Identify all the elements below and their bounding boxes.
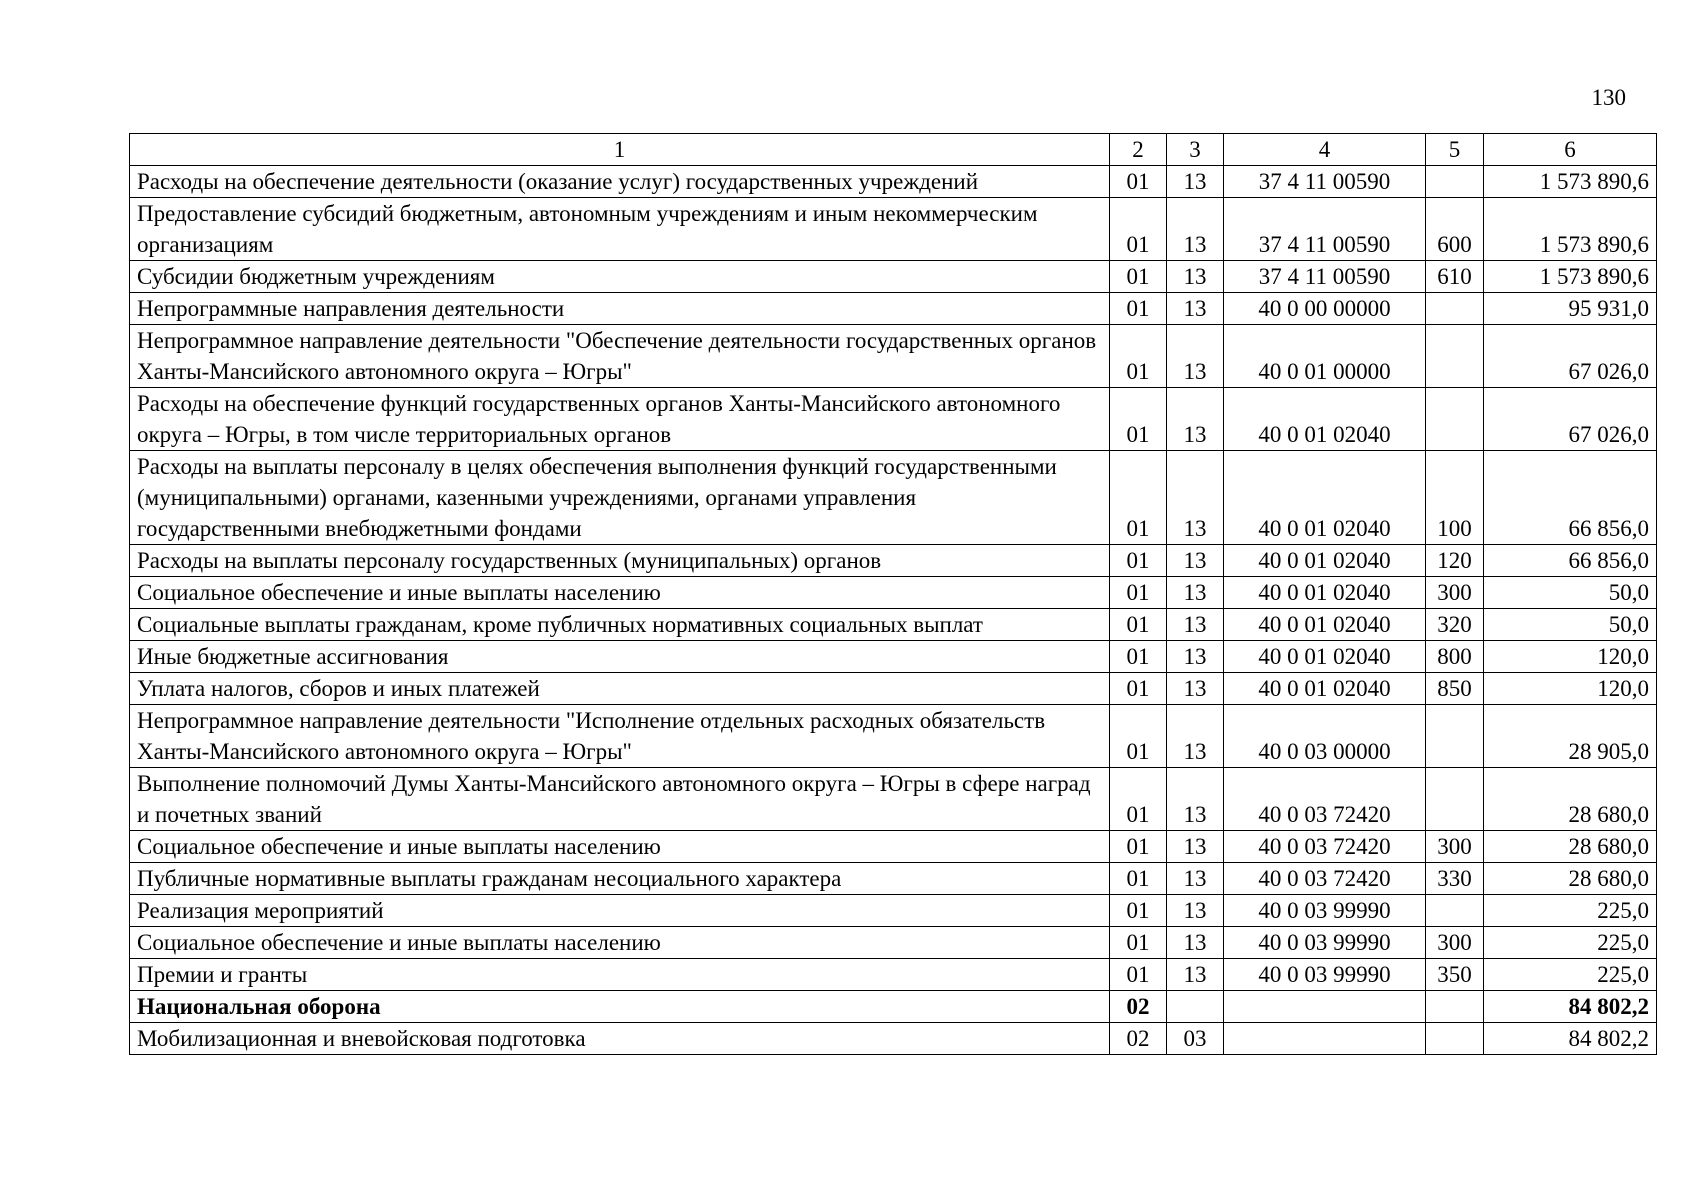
section-cell: 01	[1110, 895, 1167, 927]
section-cell: 01	[1110, 609, 1167, 641]
table-body	[130, 166, 1657, 1055]
header-col-3: 3	[1167, 134, 1224, 166]
amount-cell: 28 905,0	[1484, 705, 1657, 768]
target-article-cell: 40 0 01 02040	[1224, 577, 1426, 609]
subsection-cell: 13	[1167, 673, 1224, 705]
row-name-cell: Уплата налогов, сборов и иных платежей	[130, 673, 1110, 705]
expense-type-cell: 300	[1426, 831, 1484, 863]
expense-type-cell: 600	[1426, 198, 1484, 261]
table-row	[130, 325, 1657, 388]
table-row	[130, 831, 1657, 863]
section-cell: 01	[1110, 451, 1167, 545]
target-article-cell: 37 4 11 00590	[1224, 198, 1426, 261]
section-cell: 01	[1110, 166, 1167, 198]
header-col-2: 2	[1110, 134, 1167, 166]
header-col-4: 4	[1224, 134, 1426, 166]
target-article-cell: 40 0 03 00000	[1224, 705, 1426, 768]
section-cell: 01	[1110, 325, 1167, 388]
subsection-cell: 13	[1167, 293, 1224, 325]
target-article-cell: 40 0 03 72420	[1224, 768, 1426, 831]
expense-type-cell	[1426, 705, 1484, 768]
expense-type-cell: 850	[1426, 673, 1484, 705]
row-name-cell: Мобилизационная и вневойсковая подготовка	[130, 1023, 1110, 1055]
section-cell: 02	[1110, 991, 1167, 1023]
target-article-cell: 40 0 01 02040	[1224, 388, 1426, 451]
section-cell: 01	[1110, 705, 1167, 768]
amount-cell: 225,0	[1484, 927, 1657, 959]
subsection-cell: 13	[1167, 705, 1224, 768]
table-row	[130, 673, 1657, 705]
amount-cell: 50,0	[1484, 577, 1657, 609]
target-article-cell: 37 4 11 00590	[1224, 261, 1426, 293]
table-row	[130, 927, 1657, 959]
section-cell: 01	[1110, 959, 1167, 991]
target-article-cell: 40 0 01 02040	[1224, 609, 1426, 641]
section-cell: 01	[1110, 641, 1167, 673]
expense-type-cell: 610	[1426, 261, 1484, 293]
target-article-cell: 40 0 03 99990	[1224, 959, 1426, 991]
table-row	[130, 388, 1657, 451]
amount-cell: 50,0	[1484, 609, 1657, 641]
budget-table	[129, 133, 1657, 1055]
table-row	[130, 895, 1657, 927]
expense-type-cell	[1426, 388, 1484, 451]
section-cell: 01	[1110, 388, 1167, 451]
header-col-5: 5	[1426, 134, 1484, 166]
subsection-cell: 13	[1167, 388, 1224, 451]
table-row	[130, 577, 1657, 609]
row-name-cell: Иные бюджетные ассигнования	[130, 641, 1110, 673]
header-col-1: 1	[130, 134, 1110, 166]
expense-type-cell	[1426, 325, 1484, 388]
subsection-cell: 13	[1167, 166, 1224, 198]
subsection-cell	[1167, 991, 1224, 1023]
section-cell: 01	[1110, 927, 1167, 959]
row-name-cell: Премии и гранты	[130, 959, 1110, 991]
row-name-cell: Реализация мероприятий	[130, 895, 1110, 927]
section-cell: 01	[1110, 768, 1167, 831]
row-name-cell: Социальное обеспечение и иные выплаты населению	[130, 577, 1110, 609]
target-article-cell: 40 0 00 00000	[1224, 293, 1426, 325]
table-row	[130, 609, 1657, 641]
target-article-cell: 37 4 11 00590	[1224, 166, 1426, 198]
subsection-cell: 13	[1167, 198, 1224, 261]
row-name-cell: Расходы на выплаты персоналу в целях обеспечения выполнения функций государственными (муниципальными) органами, казенными учреждениями, органами управления государственными внебюджетными фондами	[130, 451, 1110, 545]
row-name-cell: Непрограммное направление деятельности "Обеспечение деятельности государственных органов Ханты-Мансийского автономного округа – Югры"	[130, 325, 1110, 388]
subsection-cell: 13	[1167, 927, 1224, 959]
expense-type-cell	[1426, 991, 1484, 1023]
expense-type-cell: 800	[1426, 641, 1484, 673]
expense-type-cell: 320	[1426, 609, 1484, 641]
amount-cell: 28 680,0	[1484, 831, 1657, 863]
amount-cell: 225,0	[1484, 959, 1657, 991]
table-header-row	[130, 134, 1657, 166]
expense-type-cell: 330	[1426, 863, 1484, 895]
target-article-cell	[1224, 1023, 1426, 1055]
subsection-cell: 13	[1167, 261, 1224, 293]
table-row	[130, 705, 1657, 768]
page-number: 130	[1591, 85, 1626, 110]
table-row	[130, 545, 1657, 577]
section-cell: 01	[1110, 863, 1167, 895]
amount-cell: 67 026,0	[1484, 388, 1657, 451]
subsection-cell: 13	[1167, 641, 1224, 673]
expense-type-cell: 300	[1426, 927, 1484, 959]
target-article-cell: 40 0 01 02040	[1224, 451, 1426, 545]
amount-cell: 120,0	[1484, 673, 1657, 705]
amount-cell: 1 573 890,6	[1484, 261, 1657, 293]
subsection-cell: 13	[1167, 545, 1224, 577]
target-article-cell: 40 0 01 02040	[1224, 641, 1426, 673]
subsection-cell: 13	[1167, 577, 1224, 609]
subsection-cell: 03	[1167, 1023, 1224, 1055]
table-row	[130, 198, 1657, 261]
expense-type-cell	[1426, 895, 1484, 927]
amount-cell: 95 931,0	[1484, 293, 1657, 325]
target-article-cell: 40 0 01 02040	[1224, 673, 1426, 705]
amount-cell: 1 573 890,6	[1484, 198, 1657, 261]
section-cell: 01	[1110, 577, 1167, 609]
row-name-cell: Субсидии бюджетным учреждениям	[130, 261, 1110, 293]
amount-cell: 28 680,0	[1484, 863, 1657, 895]
amount-cell: 67 026,0	[1484, 325, 1657, 388]
target-article-cell: 40 0 03 72420	[1224, 831, 1426, 863]
section-cell: 01	[1110, 673, 1167, 705]
table-row	[130, 451, 1657, 545]
section-cell: 01	[1110, 831, 1167, 863]
target-article-cell: 40 0 01 02040	[1224, 545, 1426, 577]
header-col-6: 6	[1484, 134, 1657, 166]
amount-cell: 28 680,0	[1484, 768, 1657, 831]
subsection-cell: 13	[1167, 451, 1224, 545]
target-article-cell: 40 0 03 72420	[1224, 863, 1426, 895]
target-article-cell: 40 0 03 99990	[1224, 895, 1426, 927]
row-name-cell: Расходы на обеспечение функций государственных органов Ханты-Мансийского автономного округа – Югры, в том числе территориальных органов	[130, 388, 1110, 451]
amount-cell: 66 856,0	[1484, 545, 1657, 577]
amount-cell: 84 802,2	[1484, 991, 1657, 1023]
expense-type-cell	[1426, 166, 1484, 198]
subsection-cell: 13	[1167, 863, 1224, 895]
target-article-cell: 40 0 03 99990	[1224, 927, 1426, 959]
row-name-cell: Социальное обеспечение и иные выплаты населению	[130, 927, 1110, 959]
row-name-cell: Расходы на обеспечение деятельности (оказание услуг) государственных учреждений	[130, 166, 1110, 198]
row-name-cell: Публичные нормативные выплаты гражданам несоциального характера	[130, 863, 1110, 895]
table-row	[130, 1023, 1657, 1055]
expense-type-cell: 300	[1426, 577, 1484, 609]
table-row	[130, 863, 1657, 895]
table-row	[130, 991, 1657, 1023]
subsection-cell: 13	[1167, 609, 1224, 641]
table-row	[130, 641, 1657, 673]
subsection-cell: 13	[1167, 831, 1224, 863]
table-row	[130, 768, 1657, 831]
row-name-cell: Непрограммное направление деятельности "Исполнение отдельных расходных обязательств Ханты-Мансийского автономного округа – Югры"	[130, 705, 1110, 768]
section-cell: 02	[1110, 1023, 1167, 1055]
table-row	[130, 959, 1657, 991]
amount-cell: 120,0	[1484, 641, 1657, 673]
subsection-cell: 13	[1167, 325, 1224, 388]
expense-type-cell	[1426, 293, 1484, 325]
section-cell: 01	[1110, 198, 1167, 261]
subsection-cell: 13	[1167, 895, 1224, 927]
amount-cell: 66 856,0	[1484, 451, 1657, 545]
subsection-cell: 13	[1167, 959, 1224, 991]
amount-cell: 84 802,2	[1484, 1023, 1657, 1055]
amount-cell: 225,0	[1484, 895, 1657, 927]
target-article-cell	[1224, 991, 1426, 1023]
table-row	[130, 166, 1657, 198]
expense-type-cell: 120	[1426, 545, 1484, 577]
amount-cell: 1 573 890,6	[1484, 166, 1657, 198]
section-cell: 01	[1110, 293, 1167, 325]
expense-type-cell	[1426, 768, 1484, 831]
expense-type-cell: 100	[1426, 451, 1484, 545]
expense-type-cell: 350	[1426, 959, 1484, 991]
section-cell: 01	[1110, 261, 1167, 293]
table-row	[130, 293, 1657, 325]
row-name-cell: Непрограммные направления деятельности	[130, 293, 1110, 325]
table-row	[130, 261, 1657, 293]
row-name-cell: Предоставление субсидий бюджетным, автономным учреждениям и иным некоммерческим организациям	[130, 198, 1110, 261]
section-cell: 01	[1110, 545, 1167, 577]
row-name-cell: Выполнение полномочий Думы Ханты-Мансийского автономного округа – Югры в сфере наград и почетных званий	[130, 768, 1110, 831]
row-name-cell: Расходы на выплаты персоналу государственных (муниципальных) органов	[130, 545, 1110, 577]
target-article-cell: 40 0 01 00000	[1224, 325, 1426, 388]
row-name-cell: Социальное обеспечение и иные выплаты населению	[130, 831, 1110, 863]
subsection-cell: 13	[1167, 768, 1224, 831]
row-name-cell: Социальные выплаты гражданам, кроме публичных нормативных социальных выплат	[130, 609, 1110, 641]
row-name-cell: Национальная оборона	[130, 991, 1110, 1023]
expense-type-cell	[1426, 1023, 1484, 1055]
